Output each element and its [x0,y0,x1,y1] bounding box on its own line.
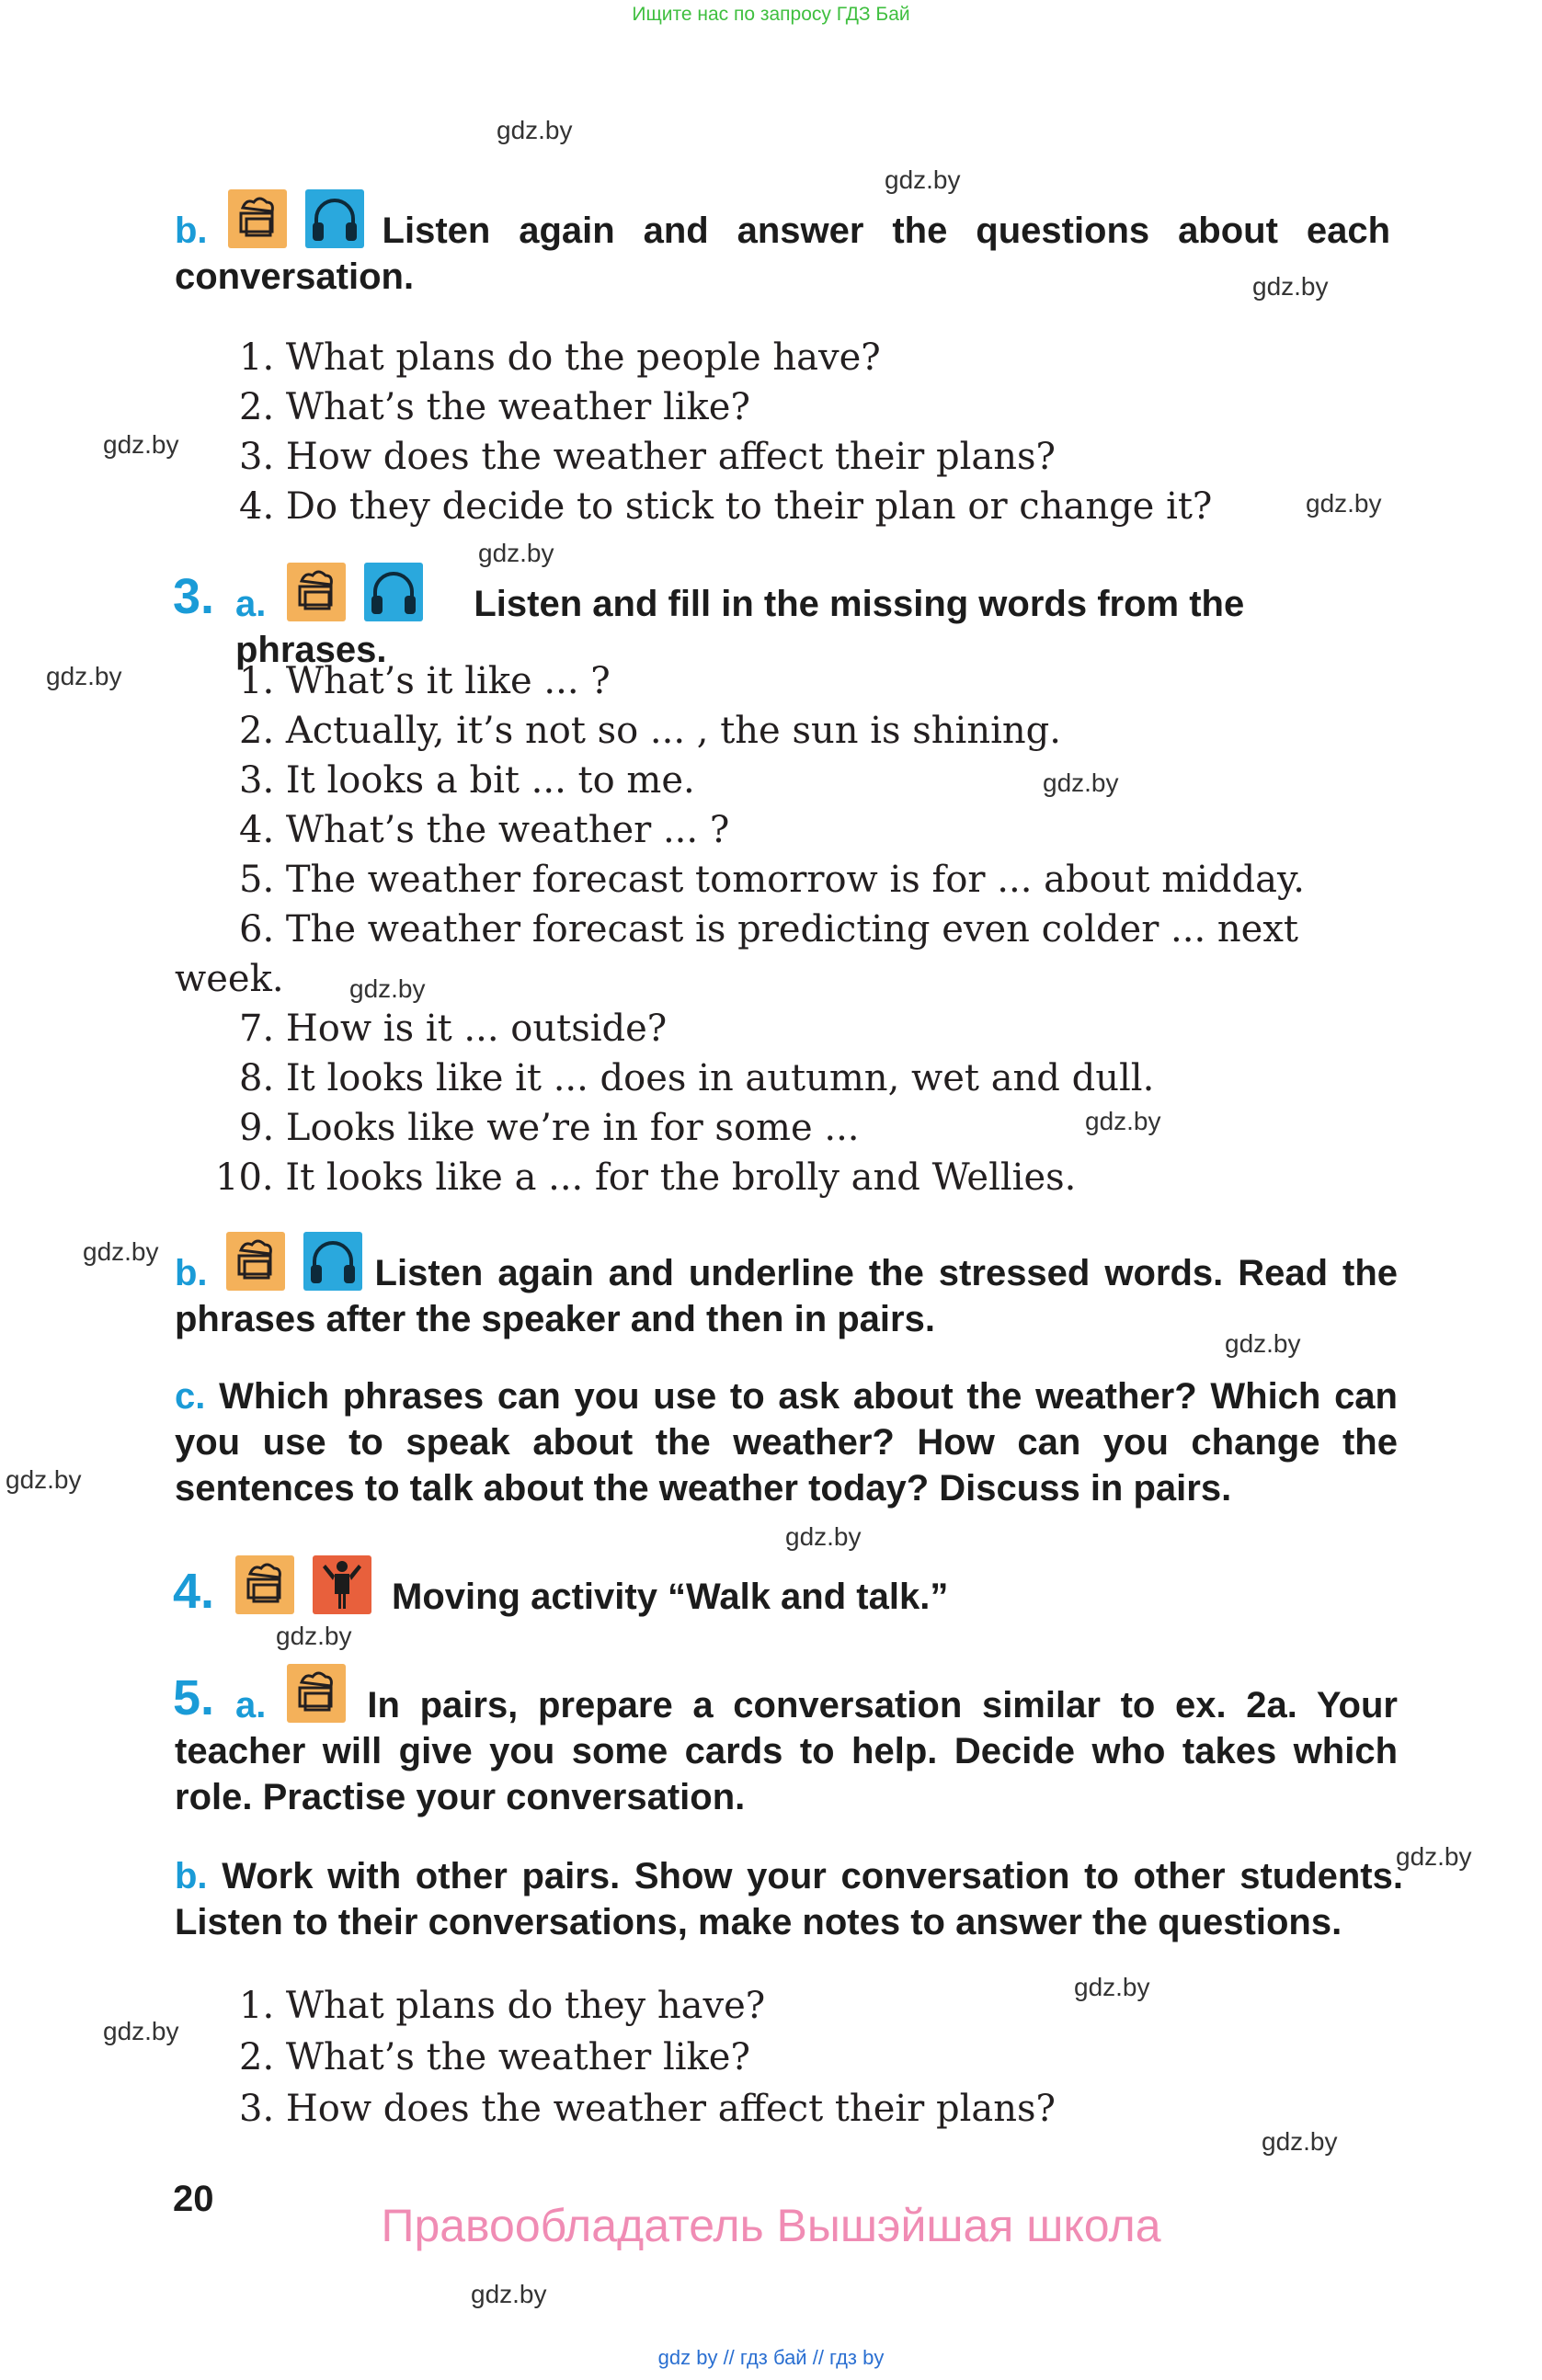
exercise-3a-letter: a. [235,584,267,624]
exercise-4-number: 4. [173,1564,215,1619]
watermark: gdz.by [1252,272,1329,301]
list-item-continuation: week. [175,958,284,1000]
watermark: gdz.by [6,1465,82,1494]
watermark: gdz.by [349,974,426,1003]
list-item: 6. The weather forecast is predicting even colder ... next [239,908,1298,951]
top-banner: Ищите нас по запросу ГДЗ Бай [632,4,910,25]
exercise-3-number: 3. [173,569,215,624]
exercise-3a-instruction: Listen and fill in the missing words from the phrases. [235,584,1245,670]
copyright-notice: Правообладатель Вышэйшая школа [381,2200,1161,2251]
list-item: 2. Actually, it’s not so ... , the sun is shining. [239,710,1061,752]
list-item: 3. How does the weather affect their plans? [239,2088,1056,2130]
watermark: gdz.by [1262,2127,1338,2156]
moving-person-icon [313,1555,371,1614]
exercise-3a-phrases [175,656,1398,1202]
list-item: 1. What’s it like ... ? [239,660,611,702]
list-item: 4. Do they decide to stick to their plan or change it? [239,485,1213,528]
exercise-5a-instruction: In pairs, prepare a conversation similar to ex. 2a. Your teacher will give you some cards to help. Decide who takes which role. Practise your conversation. [175,1685,1398,1817]
exercise-3b [175,1250,1398,1342]
watermark: gdz.by [1043,769,1119,797]
watermark: gdz.by [276,1622,352,1650]
exercise-5a [175,1682,1398,1820]
watermark: gdz.by [103,430,179,459]
exercise-5a-letter: a. [235,1685,267,1725]
watermark: gdz.by [1225,1329,1301,1358]
exercise-5b [175,1853,1403,1945]
list-item: 9. Looks like we’re in for some ... [239,1107,860,1149]
exercise-5b-questions [239,1980,1056,2135]
watermark: gdz.by [478,539,554,567]
page-number: 20 [173,2179,214,2219]
exercise-5b-letter: b. [175,1856,208,1896]
list-item: 8. It looks like it ... does in autumn, wet and dull. [239,1057,1155,1099]
watermark: gdz.by [1074,1973,1150,2001]
exercise-3b-letter: b. [175,1253,208,1293]
watermark: gdz.by [471,2280,547,2308]
watermark: gdz.by [1396,1842,1472,1871]
exercise-3b-instruction: Listen again and underline the stressed words. Read the phrases after the speaker and then in pairs. [175,1253,1398,1339]
watermark: gdz.by [46,662,122,690]
list-item: 1. What plans do they have? [239,1985,766,2027]
watermark: gdz.by [885,165,961,194]
watermark: gdz.by [1306,489,1382,518]
watermark: gdz.by [785,1522,862,1551]
list-item: 2. What’s the weather like? [239,2036,750,2078]
footer-links[interactable]: gdz by // гдз бай // гдз by [657,2346,885,2369]
exercise-5b-instruction: Work with other pairs. Show your conversation to other students. Listen to their conversations, make notes to answer the questions. [175,1856,1403,1942]
list-item: 3. How does the weather affect their plans? [239,436,1056,478]
group-work-icon [235,1555,294,1614]
exercise-3c-instruction: Which phrases can you use to ask about the weather? Which can you use to speak about the weather? How can you change the sentences to talk about the weather today? Discuss in pairs. [175,1376,1398,1509]
watermark: gdz.by [83,1237,159,1266]
exercise-2b-letter: b. [175,211,208,251]
list-item: 7. How is it ... outside? [239,1008,668,1050]
watermark: gdz.by [497,116,573,144]
list-item: 4. What’s the weather ... ? [239,809,730,851]
exercise-2b [175,208,1390,300]
list-item: 5. The weather forecast tomorrow is for ... about midday. [239,859,1305,901]
list-item: 2. What’s the weather like? [239,386,750,428]
exercise-2b-instruction: Listen again and answer the questions about each conversation. [175,211,1390,297]
list-item: 1. What plans do the people have? [239,336,881,379]
watermark: gdz.by [1085,1107,1161,1135]
list-item: 10. It looks like a ... for the brolly and Wellies. [215,1156,1077,1199]
exercise-5-number: 5. [173,1670,215,1725]
exercise-2b-questions [239,333,1212,531]
exercise-3c-letter: c. [175,1376,206,1417]
watermark: gdz.by [103,2017,179,2045]
exercise-3c [175,1373,1398,1511]
exercise-4-instruction: Moving activity “Walk and talk.” [392,1577,949,1617]
list-item: 3. It looks a bit ... to me. [239,759,695,802]
